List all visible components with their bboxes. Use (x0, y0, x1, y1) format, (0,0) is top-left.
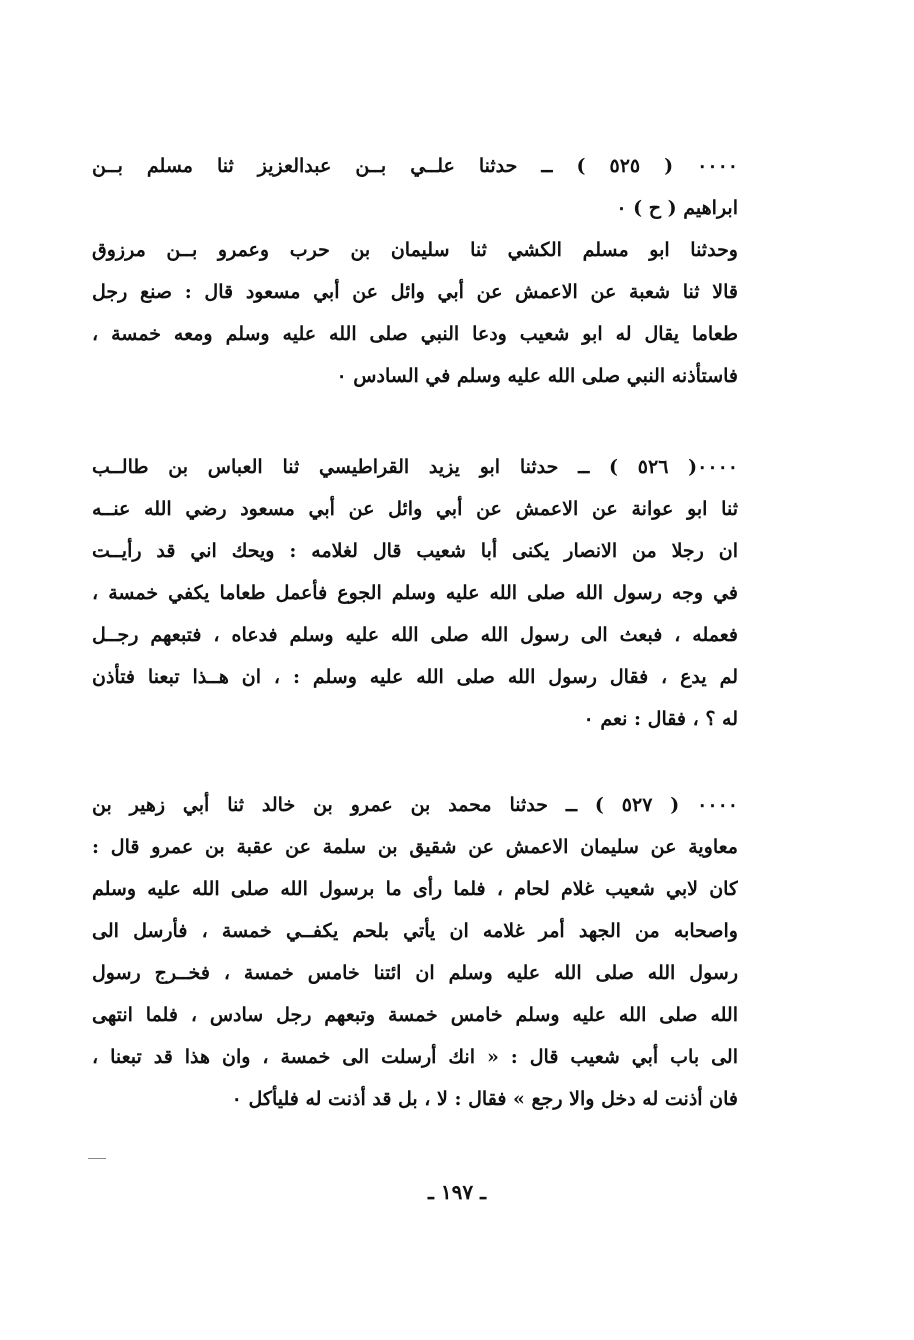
hadith-526-block (92, 446, 738, 740)
text-line: ٠٠٠٠( ٥٢٦ ) ــ حدثنا ابو يزيد القراطيسي ثنا العباس بن طالــب (92, 456, 738, 478)
text-line: لم يدع ، فقال رسول الله صلى الله عليه وسلم : ، ان هــذا تبعنا فتأذن (92, 666, 738, 688)
text-line: له ؟ ، فقال : نعم ٠ (583, 708, 738, 730)
text-line: ان رجلا من الانصار يكنى أبا شعيب قال لغلامه : ويحك اني قد رأيــت (92, 540, 738, 562)
text-line: فعمله ، فبعث الى رسول الله صلى الله عليه وسلم فدعاه ، فتبعهم رجــل (92, 624, 738, 646)
scan-artifact (88, 1158, 106, 1159)
text-line: الله صلى الله عليه وسلم خامس خمسة وتبعهم رجل سادس ، فلما انتهى (92, 1004, 738, 1026)
text-line: ٠٠٠٠ ( ٥٢٧ ) ــ حدثنا محمد بن عمرو بن خالد ثنا أبي زهير بن (92, 794, 738, 816)
text-line: ٠٠٠٠ ( ٥٢٥ ) ــ حدثنا علــي بــن عبدالعزيز ثنا مسلم بــن (92, 155, 738, 177)
text-line: في وجه رسول الله صلى الله عليه وسلم الجوع فأعمل طعاما يكفي خمسة ، (92, 582, 738, 604)
text-line: فان أذنت له دخل والا رجع » فقال : لا ، بل قد أذنت له فليأكل ٠ (231, 1088, 738, 1110)
text-line: فاستأذنه النبي صلى الله عليه وسلم في السادس ٠ (336, 365, 738, 387)
text-line: وحدثنا ابو مسلم الكشي ثنا سليمان بن حرب وعمرو بــن مرزوق (92, 239, 738, 261)
text-line: ثنا ابو عوانة عن الاعمش عن أبي وائل عن أبي مسعود رضي الله عنــه (92, 498, 738, 520)
text-line: معاوية عن سليمان الاعمش عن شقيق بن سلمة عن عقبة بن عمرو قال : (92, 836, 738, 858)
text-line: كان لابي شعيب غلام لحام ، فلما رأى ما برسول الله صلى الله عليه وسلم (92, 878, 738, 900)
text-line: الى باب أبي شعيب قال : « انك أرسلت الى خمسة ، وان هذا قد تبعنا ، (92, 1046, 738, 1068)
text-line: قالا ثنا شعبة عن الاعمش عن أبي وائل عن أبي مسعود قال : صنع رجل (92, 281, 738, 303)
text-line: ابراهيم ( ح ) ٠ (616, 197, 738, 219)
text-line: رسول الله صلى الله عليه وسلم ان ائتنا خامس خمسة ، فخــرج رسول (92, 962, 738, 984)
text-line: واصحابه من الجهد أمر غلامه ان يأتي بلحم يكفــي خمسة ، فأرسل الى (92, 920, 738, 942)
page-number: ـ ١٩٧ ـ (428, 1180, 486, 1204)
hadith-527-block (92, 784, 738, 1120)
text-line: طعاما يقال له ابو شعيب ودعا النبي صلى الله عليه وسلم ومعه خمسة ، (92, 323, 738, 345)
hadith-525-block (92, 145, 738, 397)
